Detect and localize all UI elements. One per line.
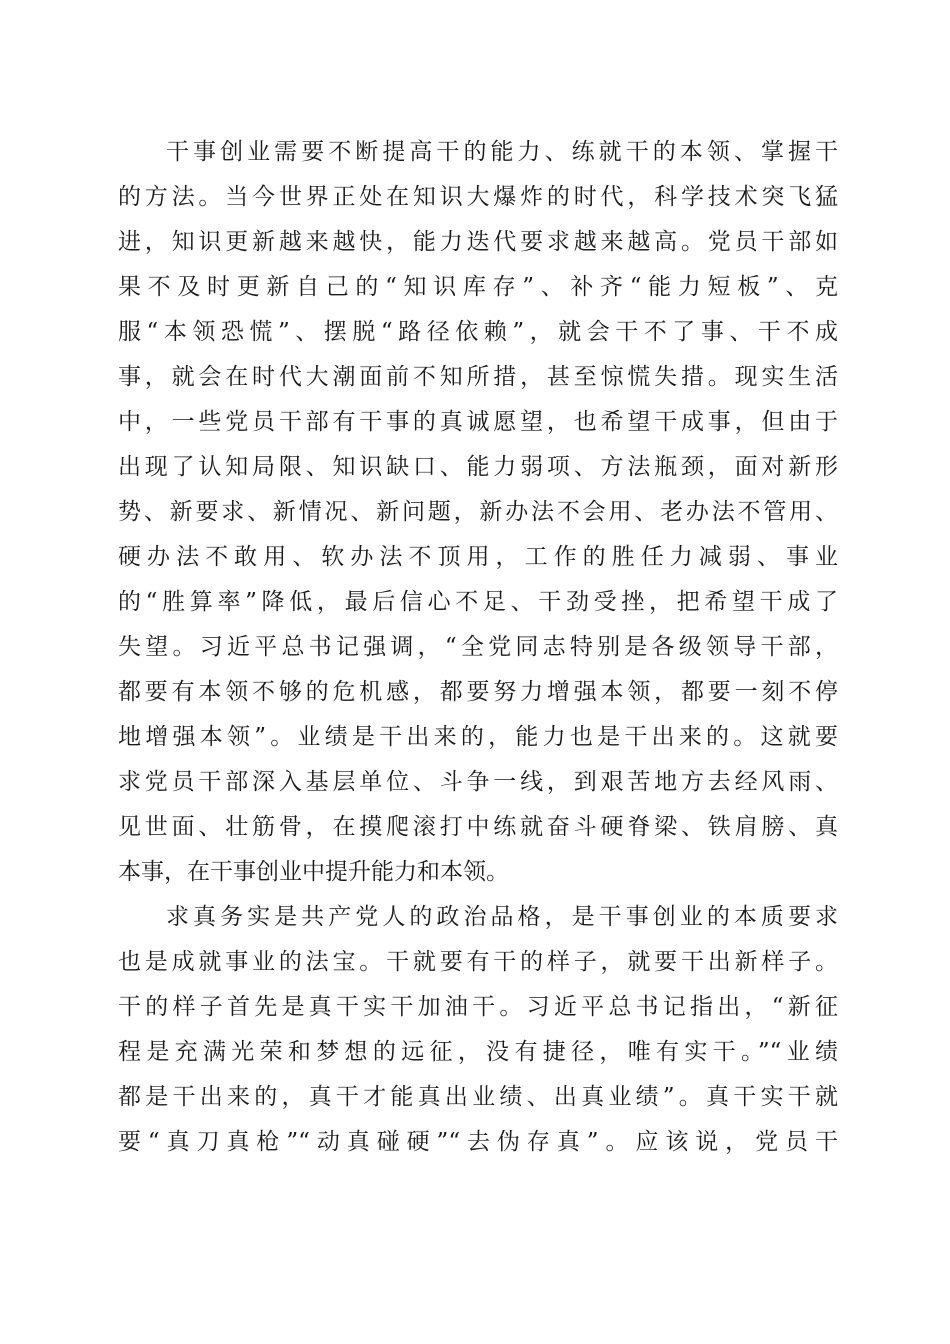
text-line: 事，就会在时代大潮面前不知所措，甚至惊慌失措。现实生活 [118,364,838,390]
text-line: 果不及时更新自己的“知识库存”、补齐“能力短板”、克 [118,274,838,300]
text-line: 干事创业需要不断提高干的能力、练就干的本领、掌握干 [166,139,838,165]
text-line: 都要有本领不够的危机感，都要努力增强本领，都要一刻不停 [118,679,838,705]
paragraph-2 [118,895,838,1165]
text-line: 求真务实是共产党人的政治品格，是干事创业的本质要求 [166,904,838,930]
text-line: 地增强本领”。业绩是干出来的，能力也是干出来的。这就要 [118,724,838,750]
text-line: 程是充满光荣和梦想的远征，没有捷径，唯有实干。”“业绩 [118,1039,838,1065]
text-line: 干的样子首先是真干实干加油干。习近平总书记指出，“新征 [118,994,838,1020]
paragraph-1 [118,130,838,895]
text-line: 都是干出来的，真干才能真出业绩、出真业绩”。真干实干就 [118,1084,838,1110]
text-line: 硬办法不敢用、软办法不顶用，工作的胜任力减弱、事业 [118,544,838,570]
text-line: 服“本领恐慌”、摆脱“路径依赖”，就会干不了事、干不成 [118,319,838,345]
text-line: 求党员干部深入基层单位、斗争一线，到艰苦地方去经风雨、 [118,769,838,795]
text-line: 的方法。当今世界正处在知识大爆炸的时代，科学技术突飞猛 [118,184,838,210]
text-line: 势、新要求、新情况、新问题，新办法不会用、老办法不管用、 [118,499,838,525]
text-line: 出现了认知局限、知识缺口、能力弱项、方法瓶颈，面对新形 [118,454,838,480]
text-line: 失望。习近平总书记强调，“全党同志特别是各级领导干部， [118,634,838,660]
text-line: 进，知识更新越来越快，能力迭代要求越来越高。党员干部如 [118,229,838,255]
text-line: 见世面、壮筋骨，在摸爬滚打中练就奋斗硬脊梁、铁肩膀、真 [118,814,838,840]
text-line: 中，一些党员干部有干事的真诚愿望，也希望干成事，但由于 [118,409,838,435]
text-line: 本事，在干事创业中提升能力和本领。 [118,859,509,885]
text-line: 的“胜算率”降低，最后信心不足、干劲受挫，把希望干成了 [118,589,838,615]
text-line: 也是成就事业的法宝。干就要有干的样子，就要干出新样子。 [118,949,838,975]
text-line: 要“真刀真枪”“动真碰硬”“去伪存真”。应该说，党员干 [118,1129,838,1155]
document-body [118,130,838,1165]
